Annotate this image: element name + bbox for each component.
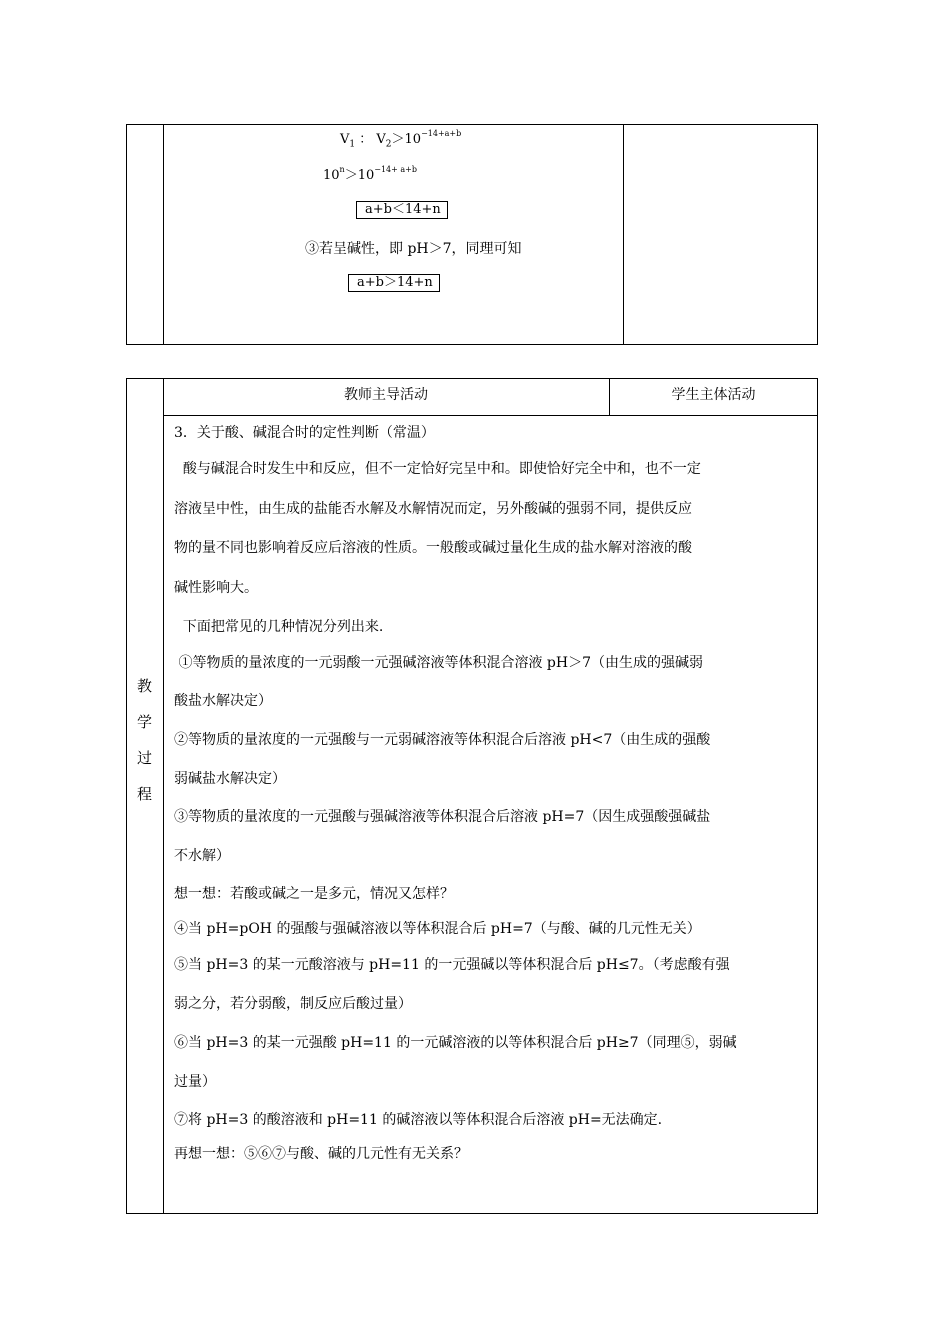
think-question-1: 想一想：若酸或碱之一是多元，情况又怎样？ bbox=[174, 886, 454, 902]
paragraph-line-2: 溶液呈中性，由生成的盐能否水解及水解情况而定，另外酸碱的强弱不同，提供反应 bbox=[174, 501, 692, 517]
intro-list-line: 下面把常见的几种情况分列出来. bbox=[174, 619, 384, 635]
case-7-line: ⑦将 pH=3 的酸溶液和 pH=11 的碱溶液以等体积混合后溶液 pH=无法确定. bbox=[174, 1112, 663, 1128]
section-title: 3．关于酸、碱混合时的定性判断（常温） bbox=[174, 425, 435, 441]
top-table-divider-right bbox=[623, 124, 624, 345]
formula-v1-v2: $V_1$ ： $V_2>10^{-14+a+b}$ bbox=[340, 129, 462, 150]
case-6-line-1: ⑥当 pH=3 的某一元强酸 pH=11 的一元碱溶液的以等体积混合后 pH≥7（同理⑤，弱碱 bbox=[174, 1035, 737, 1051]
case-3-line-1: ③等物质的量浓度的一元强酸与强碱溶液等体积混合后溶液 pH=7（因生成强酸强碱盐 bbox=[174, 809, 711, 825]
side-label-char-3: 过 bbox=[136, 749, 152, 767]
result-box-basic bbox=[348, 274, 440, 292]
paragraph-line-1: 酸与碱混合时发生中和反应，但不一定恰好完呈中和。即使恰好完全中和，也不一定 bbox=[174, 461, 701, 477]
side-label-char-2: 学 bbox=[136, 713, 152, 731]
side-label-char-1: 教 bbox=[136, 677, 152, 695]
case-2-line-1: ②等物质的量浓度的一元强酸与一元弱碱溶液等体积混合后溶液 pH<7（由生成的强酸 bbox=[174, 732, 711, 748]
basic-condition-line: ③若呈碱性，即 pH＞7，同理可知 bbox=[305, 241, 522, 257]
case-3-line-2: 不水解） bbox=[174, 848, 230, 864]
main-table-side-divider bbox=[163, 378, 164, 1214]
case-6-line-2: 过量） bbox=[174, 1074, 216, 1090]
top-table-divider-left bbox=[163, 124, 164, 345]
case-1-line-1: ①等物质的量浓度的一元弱酸一元强碱溶液等体积混合溶液 pH＞7（由生成的强碱弱 bbox=[174, 655, 703, 671]
result-box-acidic bbox=[356, 201, 448, 219]
result-box-basic-text: a+b＞14+n bbox=[348, 274, 440, 292]
paragraph-line-4: 碱性影响大。 bbox=[174, 580, 258, 596]
result-box-acidic-text: a+b＜14+n bbox=[356, 201, 448, 219]
case-2-line-2: 弱碱盐水解决定） bbox=[174, 771, 286, 787]
top-table bbox=[126, 124, 818, 345]
think-question-2: 再想一想：⑤⑥⑦与酸、碱的几元性有无关系？ bbox=[174, 1146, 468, 1162]
case-5-line-2: 弱之分，若分弱酸，制反应后酸过量） bbox=[174, 996, 412, 1012]
formula-10n: $10^n>10^{-14+ a+b}$ bbox=[323, 165, 417, 183]
header-teacher-activity: 教师主导活动 bbox=[344, 387, 428, 403]
paragraph-line-3: 物的量不同也影响着反应后溶液的性质。一般酸或碱过量化生成的盐水解对溶液的酸 bbox=[174, 540, 692, 556]
header-student-activity: 学生主体活动 bbox=[671, 387, 756, 403]
side-label-char-4: 程 bbox=[136, 785, 152, 803]
case-5-line-1: ⑤当 pH=3 的某一元酸溶液与 pH=11 的一元强碱以等体积混合后 pH≤7。（考虑酸有强 bbox=[174, 957, 730, 973]
case-1-line-2: 酸盐水解决定） bbox=[174, 693, 272, 709]
case-4-line: ④当 pH=pOH 的强酸与强碱溶液以等体积混合后 pH=7（与酸、碱的几元性无关） bbox=[174, 921, 701, 937]
main-table-header-divider bbox=[163, 415, 818, 416]
